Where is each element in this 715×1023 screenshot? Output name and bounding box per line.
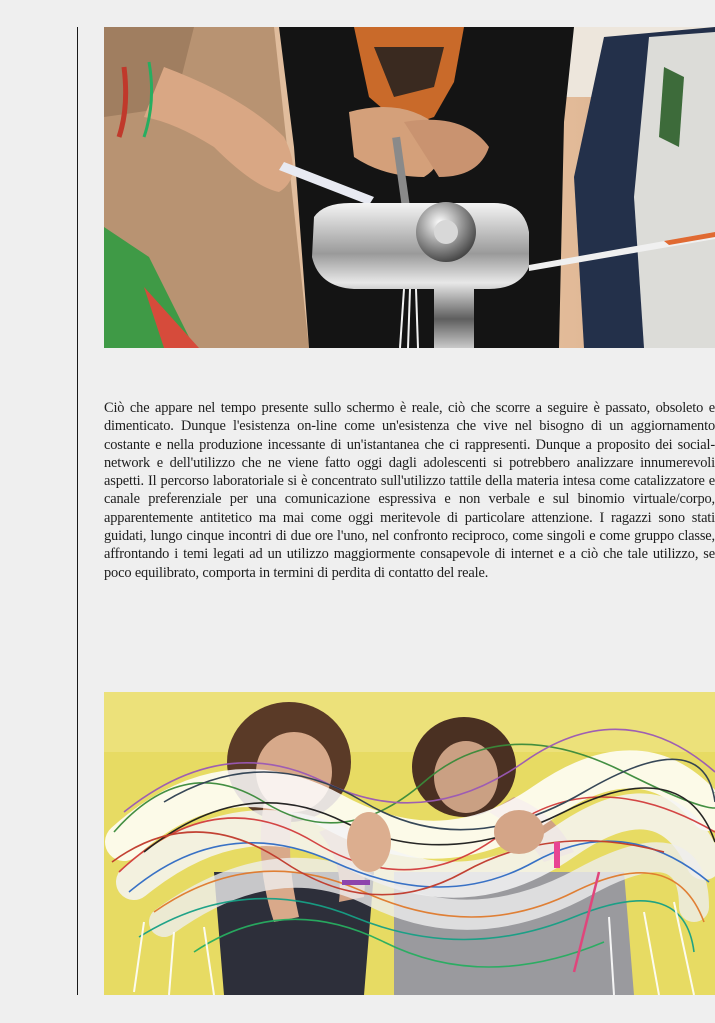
photo-shredded-paper [104, 692, 715, 995]
body-paragraph: Ciò che appare nel tempo presente sullo schermo è reale, ciò che scorre a seguire è passato, obsoleto e dimenticato. Dunque l'esistenza on-line come un'esistenza che vive nel bisogno di un aggiornamento costante e nella produzione incessante di un'istantanea che ci rappresenti. Dunque a proposito dei social-network e dell'utilizzo che ne viene fatto oggi dagli adolescenti si potrebbero analizzare innumerevoli aspetti. Il percorso laboratoriale si è concentrato sull'utilizzo tattile della materia intesa come catalizzatore e canale preferenziale per una comunicazione espressiva e non verbale e sul binomio virtuale/corpo, apparentemente antitetico ma mai come oggi meritevole di particolare attenzione. I ragazzi sono stati guidati, lungo cinque incontri di due ore l'uno, nel confronto reciproco, come singoli e come gruppo classe, affrontando i temi legati ad un utilizzo maggiormente consapevole di internet e a ciò che tale utilizzo, se poco equilibrato, comporta in termini di perdita di contatto del reale. [104, 400, 715, 581]
photo-pasta-machine [104, 27, 715, 348]
margin-rule [77, 27, 78, 995]
